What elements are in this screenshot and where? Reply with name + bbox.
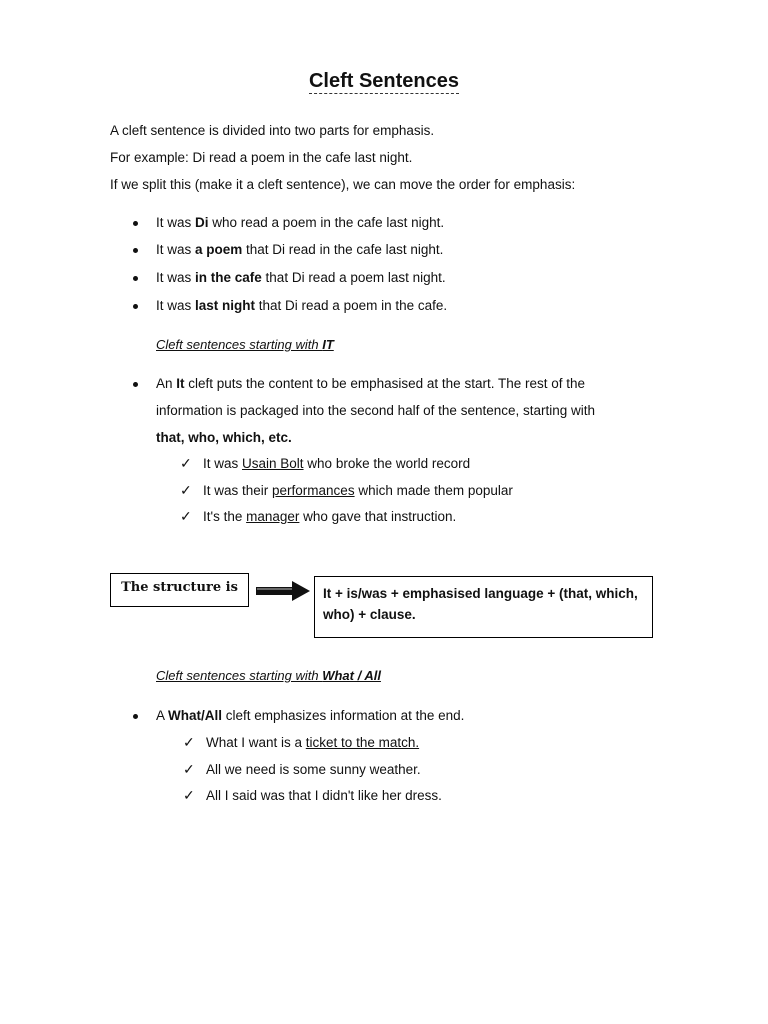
it-desc-line-2: information is packaged into the second half of the sentence, starting with: [156, 403, 596, 418]
check-item: It's the manager who gave that instruction.: [203, 509, 457, 524]
check-icon: ✓: [180, 508, 192, 524]
bullet-icon: [133, 304, 138, 309]
it-desc-line-3: that, who, which, etc.: [156, 430, 292, 445]
bullet-icon: [133, 276, 138, 281]
check-item: It was their performances which made them popular: [203, 483, 513, 498]
check-icon: ✓: [183, 734, 195, 750]
check-icon: ✓: [180, 482, 192, 498]
list-item: It was in the cafe that Di read a poem last night.: [156, 270, 446, 285]
it-desc-line-1: An It cleft puts the content to be emphasised at the start. The rest of the: [156, 376, 586, 391]
what-desc: A What/All cleft emphasizes information at the end.: [156, 708, 465, 723]
check-icon: ✓: [183, 761, 195, 777]
section-heading-it: Cleft sentences starting with IT: [156, 337, 334, 352]
list-item: It was a poem that Di read in the cafe last night.: [156, 242, 444, 257]
page-title: Cleft Sentences: [308, 70, 460, 92]
section-heading-what-all: Cleft sentences starting with What / All: [156, 668, 381, 683]
bullet-icon: [133, 382, 138, 387]
list-item: It was Di who read a poem in the cafe last night.: [156, 215, 445, 230]
check-icon: ✓: [180, 455, 192, 471]
check-item: All I said was that I didn't like her dress.: [206, 788, 442, 803]
structure-label-box: The structure is: [110, 573, 249, 607]
list-item: It was last night that Di read a poem in the cafe.: [156, 298, 448, 313]
check-item: All we need is some sunny weather.: [206, 762, 421, 777]
check-icon: ✓: [183, 787, 195, 803]
bullet-icon: [133, 714, 138, 719]
check-item: It was Usain Bolt who broke the world record: [203, 456, 471, 471]
intro-line-2: For example: Di read a poem in the cafe last night.: [110, 150, 413, 165]
check-item: What I want is a ticket to the match.: [206, 735, 420, 750]
right-arrow-icon: [256, 581, 310, 601]
intro-line-3: If we split this (make it a cleft sentence), we can move the order for emphasis:: [110, 177, 576, 192]
bullet-icon: [133, 221, 138, 226]
structure-formula-box: It + is/was + emphasised language + (that, which, who) + clause.: [314, 576, 653, 638]
intro-line-1: A cleft sentence is divided into two parts for emphasis.: [110, 123, 435, 138]
bullet-icon: [133, 248, 138, 253]
